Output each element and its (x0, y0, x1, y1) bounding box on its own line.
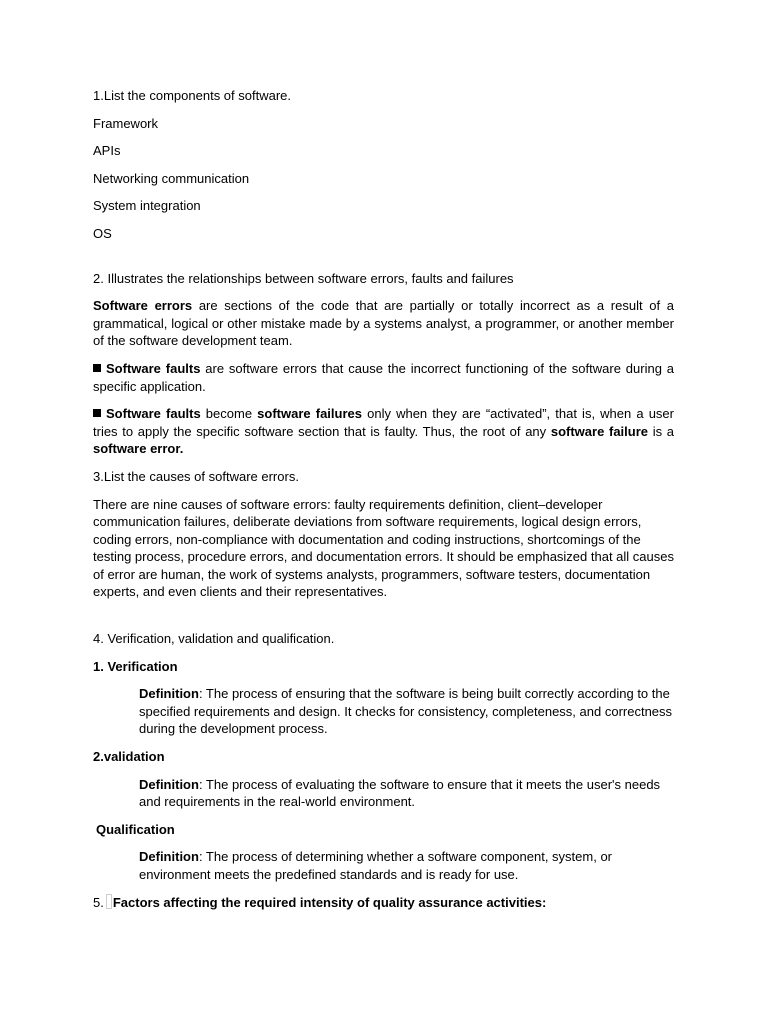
q4-heading: 4. Verification, validation and qualification. (93, 631, 335, 647)
term-software-faults: Software faults (106, 406, 201, 422)
component-item: Framework (93, 115, 159, 131)
component-item: Networking communication (93, 170, 250, 186)
term-software-failures: software failures (257, 406, 362, 422)
verification-title: 1. Verification (93, 658, 178, 674)
spacer (93, 253, 674, 270)
component-item: OS (93, 225, 112, 241)
software-failures-paragraph: Software faults become software failures only when they are “activated”, that is, when a user tries to apply the specific software section that is faulty. Thus, the root of any software failure is a software error. (93, 406, 675, 457)
validation-title: 2.validation (93, 749, 165, 765)
bullet-square-icon (93, 364, 101, 372)
q5-title: Factors affecting the required intensity of quality assurance activities: (112, 894, 547, 910)
spacer (93, 611, 674, 630)
term-software-errors: Software errors (93, 298, 193, 314)
bullet-square-icon (93, 409, 101, 417)
q3-heading: 3.List the causes of software errors. (93, 468, 299, 484)
q2-heading: 2. Illustrates the relationships between software errors, faults and failures (93, 270, 514, 286)
q3-body: There are nine causes of software errors: faulty requirements definition, client–developer communication failures, deliberate deviations from software requirements, logical design errors, coding errors, non-compliance with documentation and coding instructions, shortcomings of the testing process, procedure errors, and documentation errors. It should be emphasized that all causes of error are human, the work of systems analysts, programmers, software testers, documentation experts, and even clients and their representatives. (93, 496, 674, 600)
software-faults-paragraph: Software faults are software errors that cause the incorrect functioning of the software during a specific application. (93, 360, 675, 394)
term-software-failure: software failure (550, 423, 649, 439)
software-errors-paragraph: Software errors are sections of the code that are partially or totally incorrect as a result of a grammatical, logical or other mistake made by a systems analyst, a programmer, or another member of the software development team. (93, 298, 674, 349)
component-item: APIs (93, 143, 121, 159)
qualification-title: Qualification (96, 821, 175, 837)
text-cursor-marker (106, 894, 112, 909)
qualification-definition: Definition: The process of determining whether a software component, system, or environment meets the predefined standards and is ready for use. (139, 849, 613, 882)
term-software-error: software error. (93, 441, 184, 457)
q5-heading (93, 894, 674, 912)
verification-definition: Definition: The process of ensuring that the software is being built correctly according to the specified requirements and design. It checks for consistency, completeness, and correctness during the development process. (139, 686, 673, 737)
document-page (93, 87, 674, 921)
validation-definition: Definition: The process of evaluating the software to ensure that it meets the user's needs and requirements in the real-world environment. (139, 776, 661, 810)
term-software-faults: Software faults (106, 360, 201, 376)
q1-heading: 1.List the components of software. (93, 88, 291, 103)
component-item: System integration (93, 198, 201, 214)
q5-number: 5. (93, 894, 104, 910)
